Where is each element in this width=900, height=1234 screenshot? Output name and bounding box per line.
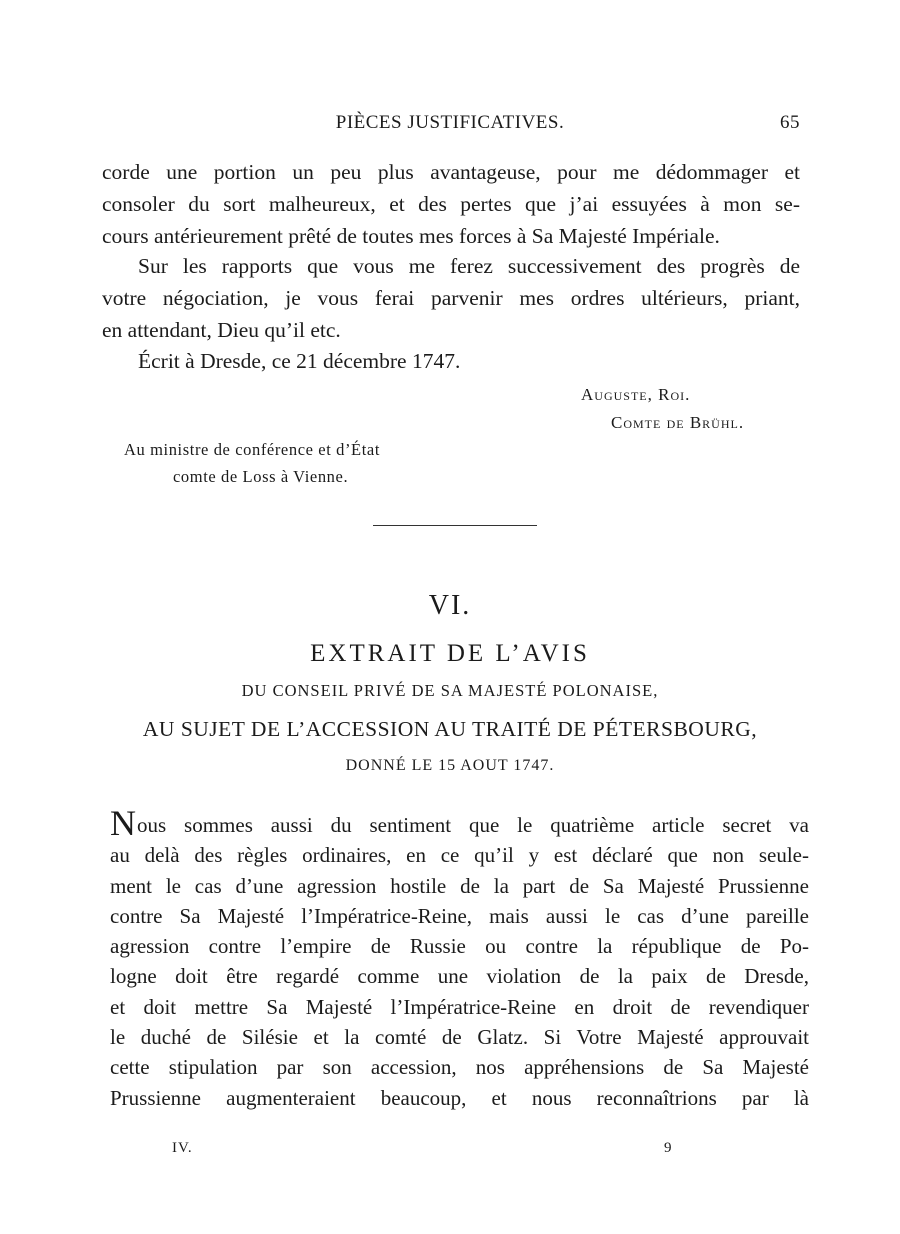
text-line: corde une portion un peu plus avantageuse, pour me dédommager et [102,160,800,184]
signature-king: Auguste, Roi. [581,385,691,404]
text-line: cours antérieurement prêté de toutes mes forces à Sa Majesté Impériale. [102,224,720,248]
section-number: VI. [428,590,472,621]
section-subtitle-1: DU CONSEIL PRIVÉ DE SA MAJESTÉ POLONAISE, [241,681,659,700]
text-line: contre Sa Majesté l’Impératrice-Reine, mais aussi le cas d’une pareille [110,903,809,928]
text-line: agression contre l’empire de Russie ou contre la république de Po- [110,934,809,959]
text-line: ment le cas d’une agression hostile de la part de Sa Majesté Prussienne [110,873,809,898]
text-line: votre négociation, je vous ferai parvenir mes ordres ultérieurs, priant, [102,286,800,310]
section-date: DONNÉ LE 15 AOUT 1747. [345,757,555,774]
text-line: et doit mettre Sa Majesté l’Impératrice-Reine en droit de revendiquer [110,994,809,1019]
dateline [102,345,800,377]
letter-paragraph-1 [102,156,800,252]
address-line-2: comte de Loss à Vienne. [173,467,349,486]
text-line: en attendant, Dieu qu’il etc. [102,318,341,342]
section-title: EXTRAIT DE L’AVIS [310,640,590,667]
text-line: le duché de Silésie et la comté de Glatz. Si Votre Majesté approuvait [110,1025,809,1050]
text-line: Prussienne augmenteraient beaucoup, et nous reconnaîtrions par là [110,1085,809,1110]
signature-mark: IV. [172,1140,193,1156]
running-title: PIÈCES JUSTIFICATIVES. [335,112,565,133]
signature-count: Comte de Brühl. [611,413,745,432]
text-line: Sur les rapports que vous me ferez successivement des progrès de [138,254,800,278]
text-line: cette stipulation par son accession, nos appréhensions de Sa Majesté [110,1055,809,1080]
page-number: 65 [780,112,800,133]
section-divider [373,525,537,526]
drop-cap: N [110,803,136,843]
section-subtitle-2: AU SUJET DE L’ACCESSION AU TRAITÉ DE PÉTERSBOURG, [142,717,758,741]
text-line [110,803,809,843]
first-line-text: ous sommes aussi du sentiment que le quatrième article secret va [137,813,809,837]
letter-paragraph-2 [102,250,800,346]
gathering-number: 9 [664,1140,672,1156]
text-line: logne doit être regardé comme une violation de la paix de Dresde, [110,964,809,989]
section-body [110,803,809,1113]
text-line: au delà des règles ordinaires, en ce qu’il y est déclaré que non seule- [110,843,809,868]
address-line-1: Au ministre de conférence et d’État [124,440,381,459]
dateline-text: Écrit à Dresde, ce 21 décembre 1747. [138,349,461,373]
text-line: consoler du sort malheureux, et des pertes que j’ai essuyées à mon se- [102,192,800,216]
